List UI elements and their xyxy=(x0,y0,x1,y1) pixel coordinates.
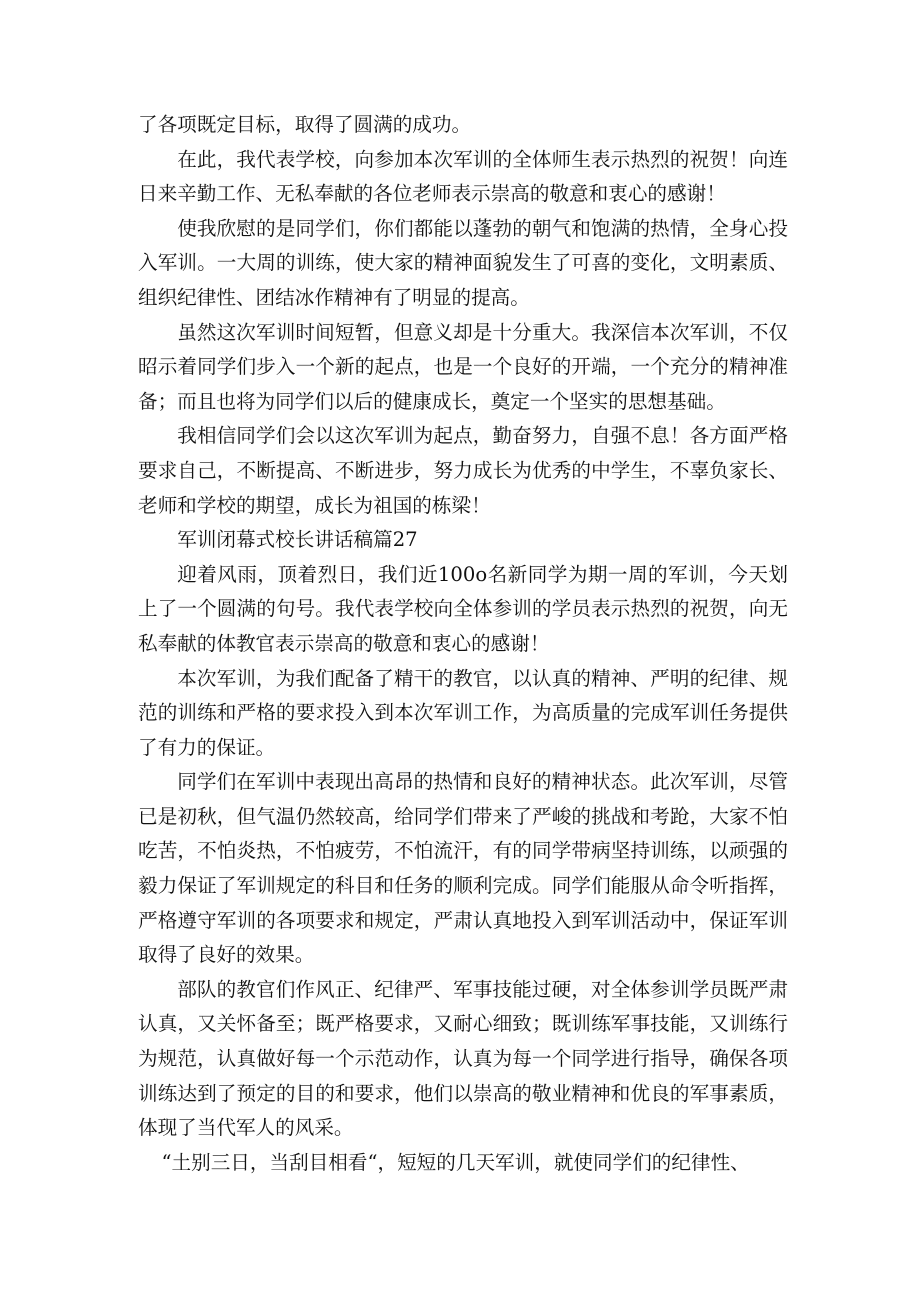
paragraph-encouragement: 我相信同学们会以这次军训为起点，勤奋努力，自强不息！各方面严格要求自己，不断提高、不断进步，努力成长为优秀的中学生，不辜负家长、老师和学校的期望，成长为祖国的栋梁！ xyxy=(138,424,788,517)
paragraph-instructors-support: 本次军训，为我们配备了精干的教官，以认真的精神、严明的纪律、规范的训练和严格的要求投入到本次军训工作，为高质量的完成军训任务提供了有力的保证。 xyxy=(138,666,788,759)
paragraph-student-performance: 同学们在军训中表现出高昂的热情和良好的精神状态。此次军训，尽管已是初秋，但气温仍然较高，给同学们带来了严峻的挑战和考跄，大家不怕吃苦，不怕炎热，不怕疲劳，不怕流汗，有的同学带病坚持训练，以顽强的毅力保证了军训规定的科目和任务的顺利完成。同学们能服从命令听指挥，严格遵守军训的各项要求和规定，严肃认真地投入到军训活动中，保证军训取得了良好的效果。 xyxy=(138,770,788,967)
document-page xyxy=(138,108,788,1180)
paragraph-quote: “土别三日，当刮目相看“，短短的几天军训，就使同学们的纪律性、 xyxy=(161,1150,750,1174)
paragraph-significance: 虽然这次军训时间短暂，但意义却是十分重大。我深信本次军训，不仅昭示着同学们步入一个新的起点，也是一个良好的开端，一个充分的精神准备；而且也将为同学们以后的健康成长，奠定一个坚实的思想基础。 xyxy=(138,320,788,413)
paragraph-instructors-praise: 部队的教官们作风正、纪律严、军事技能过硬，对全体参训学员既严肃认真，又关怀备至；既严格要求，又耐心细致；既训练军事技能，又训练行为规范，认真做好每一个示范动作，认真为每一个同学进行指导，确保各项训练达到了预定的目的和要求，他们以崇高的敬业精神和优良的军事素质，体现了当代军人的风采。 xyxy=(138,977,788,1140)
paragraph-continuation: 了各项既定目标，取得了圆满的成功。 xyxy=(138,113,472,136)
paragraph-congratulations: 在此，我代表学校，向参加本次军训的全体师生表示热烈的祝贺！向连日来辛勤工作、无私奉献的各位老师表示崇高的敬意和衷心的感谢！ xyxy=(138,147,788,206)
paragraph-opening: 迎着风雨，顶着烈日，我们近100o名新同学为期一周的军训，今天划上了一个圆满的句号。我代表学校向全体参训的学员表示热烈的祝贺，向无私奉献的体教官表示崇高的敬意和衷心的感谢！ xyxy=(138,562,788,655)
paragraph-student-spirit: 使我欣慰的是同学们，你们都能以蓬勃的朝气和饱满的热情，全身心投入军训。一大周的训练，使大家的精神面貌发生了可喜的变化，文明素质、组织纪律性、团结冰作精神有了明显的提高。 xyxy=(138,216,788,309)
section-heading: 军训闭幕式校长讲话稿篇27 xyxy=(177,528,418,552)
